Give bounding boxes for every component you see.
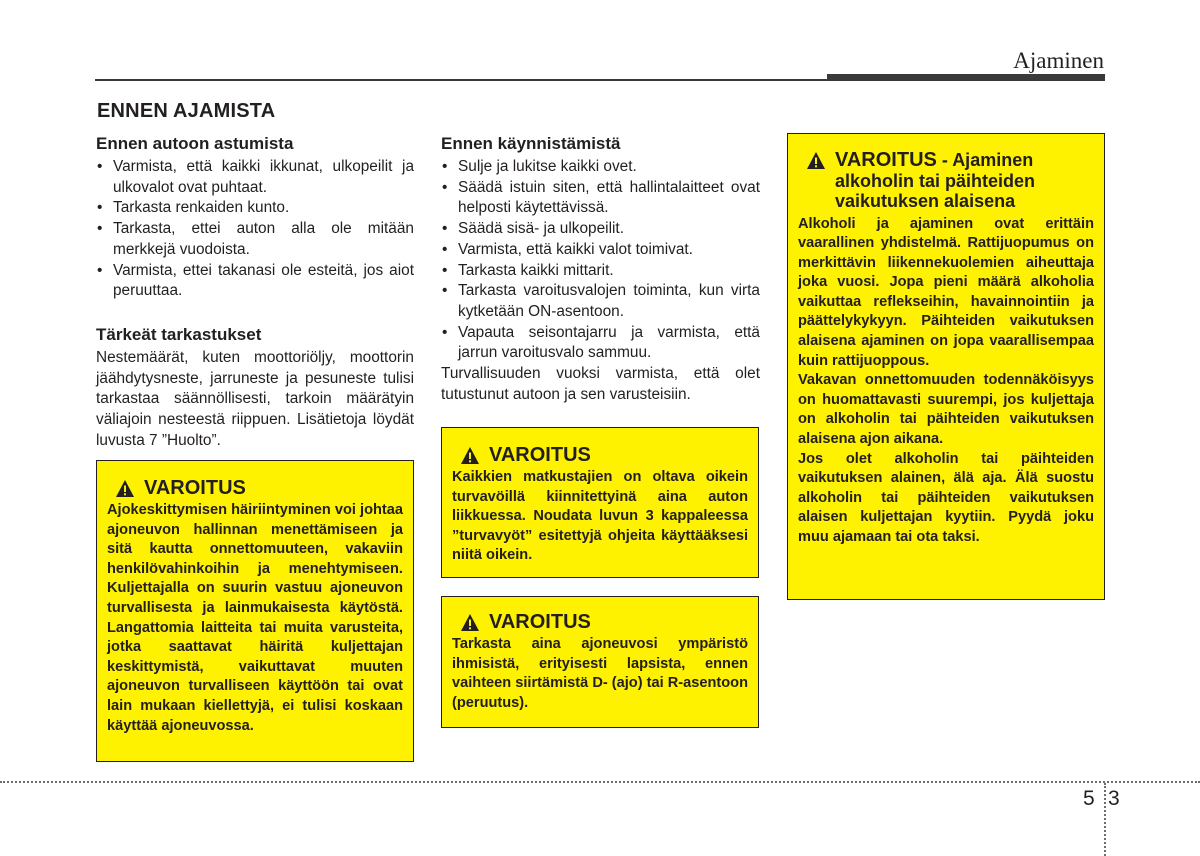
chapter-number: 5 xyxy=(1083,787,1095,810)
checklist-before-starting xyxy=(441,157,760,364)
subheading-before-starting: Ennen käynnistämistä xyxy=(441,134,621,153)
header-rule xyxy=(95,79,827,81)
list-item: • Sulje ja lukitse kaikki ovet. xyxy=(441,157,760,178)
subheading-important-checks: Tärkeät tarkastukset xyxy=(96,324,262,344)
warning-box-drunk-driving xyxy=(787,133,1105,600)
warning-text: Tarkasta aina ajoneuvosi ympäristö ihmisistä, erityisesti lapsista, ennen vaihteen siirtämistä D- (ajo) tai R-asentoon (peruutus). xyxy=(452,636,748,711)
list-item: • Varmista, että kaikki valot toimivat. xyxy=(441,240,760,261)
warning-triangle-icon xyxy=(460,613,480,632)
chapter-title: Ajaminen xyxy=(1013,48,1104,73)
list-item: • Varmista, että kaikki ikkunat, ulkopeilit ja ulkovalot ovat puhtaat. xyxy=(96,157,414,198)
safety-familiarize-text: Turvallisuuden vuoksi varmista, että olet tutustunut autoon ja sen varusteisiin. xyxy=(441,365,760,403)
list-item: • Tarkasta, ettei auton alla ole mitään merkkejä vuodoista. xyxy=(96,219,414,260)
footer-divider xyxy=(1104,783,1106,856)
list-item: • Säädä sisä- ja ulkopeilit. xyxy=(441,219,760,240)
list-item: • Tarkasta kaikki mittarit. xyxy=(441,261,760,282)
warning-text: Ajokeskittymisen häiriintyminen voi johtaa ajoneuvon hallinnan menettämiseen ja sitä kautta onnettomuuteen, vakaviin henkilövahinkoihin ja menehtymiseen. Kuljettajalla on suurin vastuu ajoneuvon turvallisesta ja lainmukaisesta käytöstä. Langattomia laitteita tai muita varusteita, jotka saattavat häiritä kuljettajan keskittymistä, vaikuttavat muuten ajoneuvon turvalliseen käyttöön tai ovat lain mukaan kiellettyjä, ei tulisi koskaan käyttää ajoneuvossa. xyxy=(107,502,404,734)
warning-paragraph: Vakavan onnettomuuden todennäköisyys on huomattavasti suurempi, jos kuljettaja on alkoholin tai päihteiden vaikutuksen alaisena ajon aikana. xyxy=(798,372,1094,448)
subheading-before-entering: Ennen autoon astumista xyxy=(96,134,294,153)
column-middle xyxy=(441,133,760,405)
warning-title: VAROITUS xyxy=(144,477,246,499)
page-number: 3 xyxy=(1108,787,1120,810)
warning-text xyxy=(798,215,1094,548)
list-item: • Tarkasta varoitusvalojen toiminta, kun virta kytketään ON-asentoon. xyxy=(441,281,760,322)
important-checks-text: Nestemäärät, kuten moottoriöljy, moottorin jäähdytysneste, jarruneste ja pesuneste tulisi tarkastaa säännöllisesti, tarkoin määrätyin väliajoin nesteestä riippuen. Lisätietoja löydät luvusta 7 ”Huolto”. xyxy=(96,348,414,449)
list-item: • Tarkasta renkaiden kunto. xyxy=(96,198,414,219)
warning-triangle-icon xyxy=(115,479,135,498)
warning-title: VAROITUS xyxy=(489,444,591,466)
warning-text: Kaikkien matkustajien on oltava oikein turvavöillä kiinnitettyinä aina auton liikkuessa. Noudata luvun 3 kappaleessa ”turvavyöt” esitettyjä ohjeita käyttääksesi niitä oikein. xyxy=(452,469,748,564)
warning-paragraph: Alkoholi ja ajaminen ovat erittäin vaarallinen yhdistelmä. Rattijuopumus on merkittävin liikennekuolemien aiheuttaja joka vuosi. Jopa pieni määrä alkoholia vaikuttaa reflekseihin, havainnointiin ja päättelykykyyn. Päihteiden vaikutuksen alaisena ajaminen on jopa vaarallisempaa kuin rattijuoppous. xyxy=(798,215,1094,369)
warning-title: VAROITUS xyxy=(489,611,591,633)
warning-triangle-icon xyxy=(460,446,480,465)
footer-rule xyxy=(0,781,1200,783)
column-left xyxy=(96,133,414,451)
warning-title: VAROITUS xyxy=(835,149,937,171)
checklist-before-entering xyxy=(96,157,414,302)
list-item: • Varmista, ettei takanasi ole esteitä, jos aiot peruuttaa. xyxy=(96,261,414,302)
warning-triangle-icon xyxy=(806,151,826,170)
list-item: • Vapauta seisontajarru ja varmista, että jarrun varoitusvalo sammuu. xyxy=(441,323,760,364)
header-rule-accent xyxy=(827,74,1105,81)
warning-box-seatbelts xyxy=(441,427,759,578)
warning-subtitle: - Ajaminen alkoholin tai päihteiden vaikutuksen alaisena xyxy=(835,150,1036,211)
section-title: ENNEN AJAMISTA xyxy=(97,100,276,122)
warning-box-distraction xyxy=(96,460,414,762)
list-item: • Säädä istuin siten, että hallintalaitteet ovat helposti käytettävissä. xyxy=(441,178,760,219)
warning-paragraph: Jos olet alkoholin tai päihteiden vaikutuksen alainen, älä aja. Älä suostu alkoholin tai päihteiden vaikutuksen alaisen kuljettajan kyytiin. Pyydä joku muu ajamaan tai ota taksi. xyxy=(798,450,1094,545)
warning-heading xyxy=(835,150,1094,212)
warning-box-surroundings xyxy=(441,596,759,728)
